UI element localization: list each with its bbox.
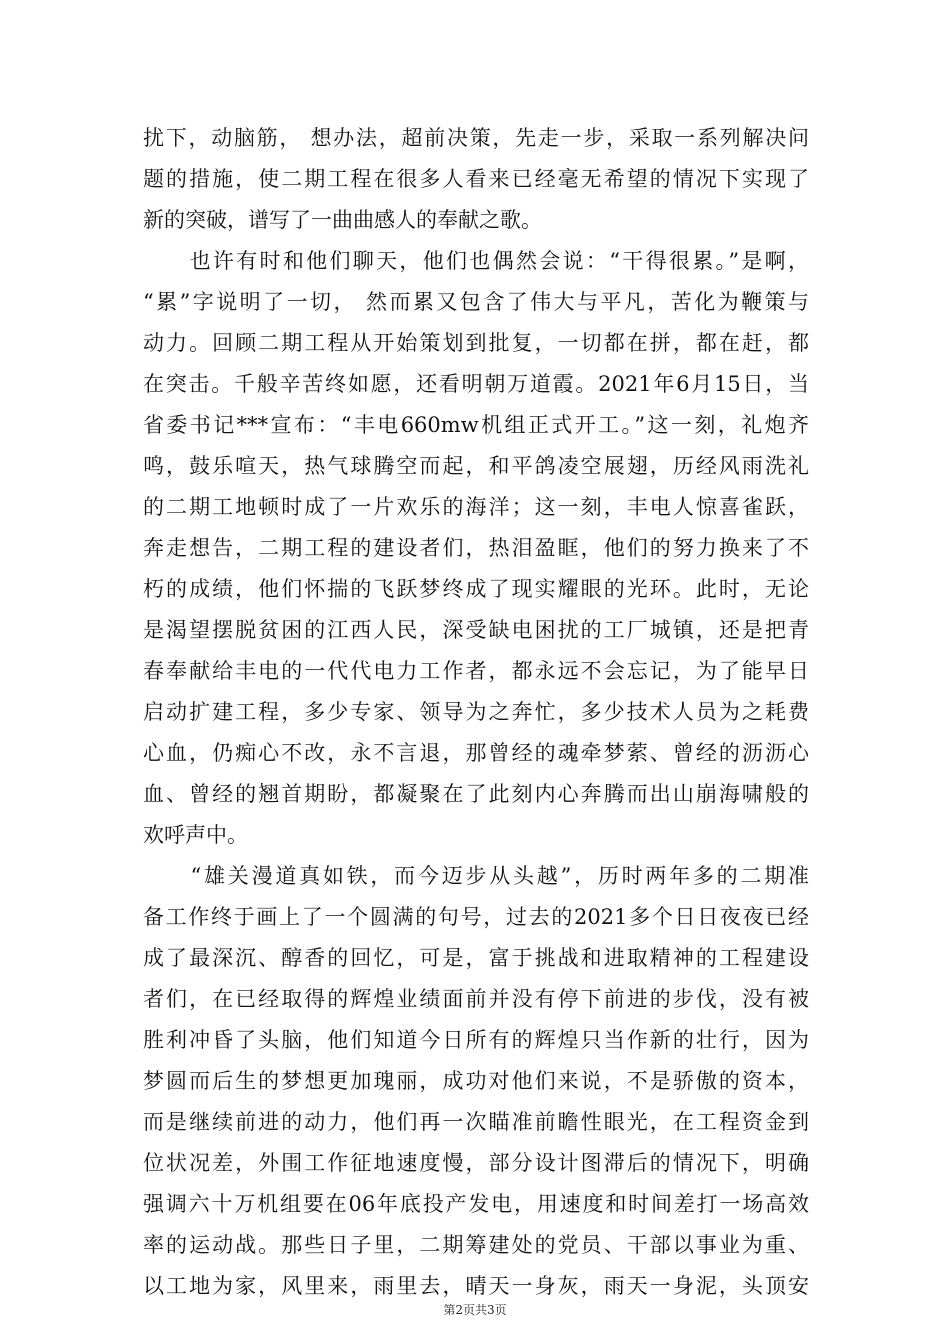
text-line: 扰下，动脑筋， 想办法，超前决策，先走一步，采取一系列解决问 [143,126,809,150]
text-line: 率的运动战。那些日子里，二期筹建处的党员、干部以事业为重、 [143,1233,809,1257]
text-line: 春奉献给丰电的一代代电力工作者，都永远不会忘记，为了能早日 [143,659,809,683]
text-line: 欢呼声中。 [143,823,248,847]
paragraph-1 [143,118,809,241]
text-line: 心血，仍痴心不改，永不言退，那曾经的魂牵梦萦、曾经的沥沥心 [143,741,809,765]
text-line: 也许有时和他们聊天，他们也偶然会说：“干得很累。”是啊， [143,249,809,273]
text-line: 启动扩建工程，多少专家、领导为之奔忙，多少技术人员为之耗费 [143,700,809,724]
text-line: 以工地为家，风里来，雨里去，晴天一身灰，雨天一身泥，头顶安 [143,1274,809,1298]
text-line: 题的措施，使二期工程在很多人看来已经毫无希望的情况下实现了 [143,167,809,191]
text-line: 备工作终于画上了一个圆满的句号，过去的2021多个日日夜夜已经 [143,905,809,929]
text-line: 而是继续前进的动力，他们再一次瞄准前瞻性眼光，在工程资金到 [143,1110,809,1134]
text-line: 血、曾经的翘首期盼，都凝聚在了此刻内心奔腾而出山崩海啸般的 [143,782,809,806]
text-line: 位状况差，外围工作征地速度慢，部分设计图滞后的情况下，明确 [143,1151,809,1175]
text-line: 奔走想告，二期工程的建设者们，热泪盈眶，他们的努力换来了不 [143,536,809,560]
text-line: 是渴望摆脱贫困的江西人民，深受缺电困扰的工厂城镇，还是把青 [143,618,809,642]
paragraph-2 [143,241,809,856]
text-line: 梦圆而后生的梦想更加瑰丽，成功对他们来说，不是骄傲的资本， [143,1069,809,1093]
text-line: 的二期工地顿时成了一片欢乐的海洋；这一刻，丰电人惊喜雀跃， [143,495,809,519]
text-line: 动力。回顾二期工程从开始策划到批复，一切都在拼，都在赶，都 [143,331,809,355]
text-line: 在突击。千般辛苦终如愿，还看明朝万道霞。2021年6月15日，当 [143,372,809,396]
text-line: “雄关漫道真如铁，而今迈步从头越”，历时两年多的二期准 [143,864,809,888]
paragraph-3 [143,856,809,1307]
text-line: 者们，在已经取得的辉煌业绩面前并没有停下前进的步伐，没有被 [143,987,809,1011]
page-number: 第2页共3页 [443,1303,507,1317]
text-line: 强调六十万机组要在06年底投产发电，用速度和时间差打一场高效 [143,1192,809,1216]
document-body [143,118,809,1307]
text-line: 省委书记***宣布：“丰电660mw机组正式开工。”这一刻，礼炮齐 [143,413,809,437]
text-line: 新的突破，谱写了一曲曲感人的奉献之歌。 [143,208,542,232]
text-line: 朽的成绩，他们怀揣的飞跃梦终成了现实耀眼的光环。此时，无论 [143,577,809,601]
text-line: 鸣，鼓乐喧天，热气球腾空而起，和平鸽凌空展翅，历经风雨洗礼 [143,454,809,478]
text-line: 成了最深沉、醇香的回忆，可是，富于挑战和进取精神的工程建设 [143,946,809,970]
text-line: 胜利冲昏了头脑，他们知道今日所有的辉煌只当作新的壮行，因为 [143,1028,809,1052]
text-line: “累”字说明了一切， 然而累又包含了伟大与平凡，苦化为鞭策与 [143,290,809,314]
